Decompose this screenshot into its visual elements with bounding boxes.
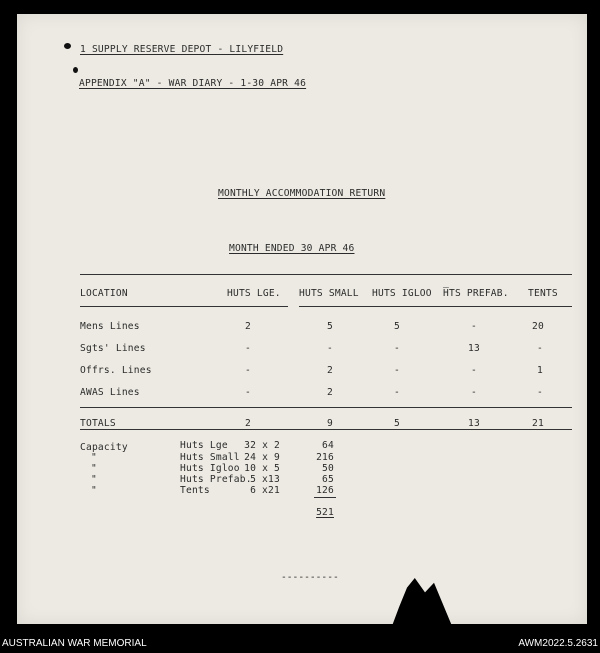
capacity-total: 521 <box>316 507 334 518</box>
capacity-value: 64 <box>322 440 334 451</box>
totals-cell: 5 <box>394 418 400 429</box>
row-cell: 2 <box>327 387 333 398</box>
capacity-calc: 6 x21 <box>250 485 280 496</box>
header-location: LOCATION <box>80 288 128 299</box>
capacity-type: Tents <box>180 485 210 496</box>
totals-cell: 13 <box>468 418 480 429</box>
row-cell: 20 <box>532 321 544 332</box>
totals-cell: 2 <box>245 418 251 429</box>
archive-credit: AUSTRALIAN WAR MEMORIAL <box>2 638 147 649</box>
capacity-ditto: " <box>91 474 97 485</box>
capacity-calc: 5 x13 <box>250 474 280 485</box>
row-cell: - <box>471 365 477 376</box>
capacity-value: 216 <box>316 452 334 463</box>
row-location: Offrs. Lines <box>80 365 152 376</box>
row-cell: - <box>471 387 477 398</box>
capacity-calc: 10 x 5 <box>244 463 280 474</box>
punch-hole <box>64 43 71 49</box>
header-tents: TENTS <box>528 288 558 299</box>
table-top-rule <box>80 274 572 275</box>
document-title: MONTHLY ACCOMMODATION RETURN <box>218 188 386 199</box>
row-cell: - <box>394 387 400 398</box>
capacity-ditto: " <box>91 485 97 496</box>
row-cell: 1 <box>537 365 543 376</box>
capacity-type: Huts Prefab. <box>180 474 252 485</box>
row-cell: - <box>327 343 333 354</box>
totals-label: TOTALS <box>80 418 116 429</box>
row-cell: - <box>537 343 543 354</box>
totals-cell: 21 <box>532 418 544 429</box>
capacity-type: Huts Small <box>180 452 240 463</box>
totals-top-rule <box>80 407 572 408</box>
appendix-heading: APPENDIX "A" - WAR DIARY - 1-30 APR 46 <box>79 78 307 89</box>
header-huts-small: HUTS SMALL <box>299 288 359 299</box>
row-cell: - <box>245 387 251 398</box>
depot-heading: 1 SUPPLY RESERVE DEPOT - LILYFIELD <box>80 44 284 55</box>
header-huts-lge: HUTS LGE. <box>227 288 281 299</box>
capacity-calc: 32 x 2 <box>244 440 280 451</box>
document-page <box>17 14 587 624</box>
row-cell: 2 <box>327 365 333 376</box>
row-location: Mens Lines <box>80 321 140 332</box>
capacity-sum-rule <box>314 497 336 498</box>
row-cell: 5 <box>394 321 400 332</box>
capacity-value: 50 <box>322 463 334 474</box>
capacity-ditto: " <box>91 463 97 474</box>
row-cell: 13 <box>468 343 480 354</box>
header-huts-igloo: HUTS IGLOO <box>372 288 432 299</box>
row-cell: - <box>245 365 251 376</box>
capacity-type: Huts Igloo <box>180 463 240 474</box>
capacity-label: Capacity <box>80 442 128 453</box>
capacity-calc: 24 x 9 <box>244 452 280 463</box>
punch-hole <box>73 67 78 73</box>
end-mark: ---------- <box>281 572 339 583</box>
row-cell: 5 <box>327 321 333 332</box>
document-subtitle: MONTH ENDED 30 APR 46 <box>229 243 355 254</box>
row-cell: - <box>537 387 543 398</box>
row-cell: - <box>394 365 400 376</box>
row-cell: 2 <box>245 321 251 332</box>
row-cell: - <box>245 343 251 354</box>
header-huts-prefab: H̅̅TS PREFAB. <box>443 288 509 299</box>
header-underline <box>299 306 572 307</box>
row-cell: - <box>471 321 477 332</box>
totals-cell: 9 <box>327 418 333 429</box>
capacity-value: 65 <box>322 474 334 485</box>
row-location: AWAS Lines <box>80 387 140 398</box>
capacity-type: Huts Lge <box>180 440 228 451</box>
archive-reference: AWM2022.5.2631 <box>518 638 598 649</box>
totals-bottom-rule <box>80 429 572 430</box>
header-underline <box>80 306 288 307</box>
row-location: Sgts' Lines <box>80 343 146 354</box>
capacity-value: 126 <box>316 485 334 496</box>
row-cell: - <box>394 343 400 354</box>
capacity-ditto: " <box>91 452 97 463</box>
